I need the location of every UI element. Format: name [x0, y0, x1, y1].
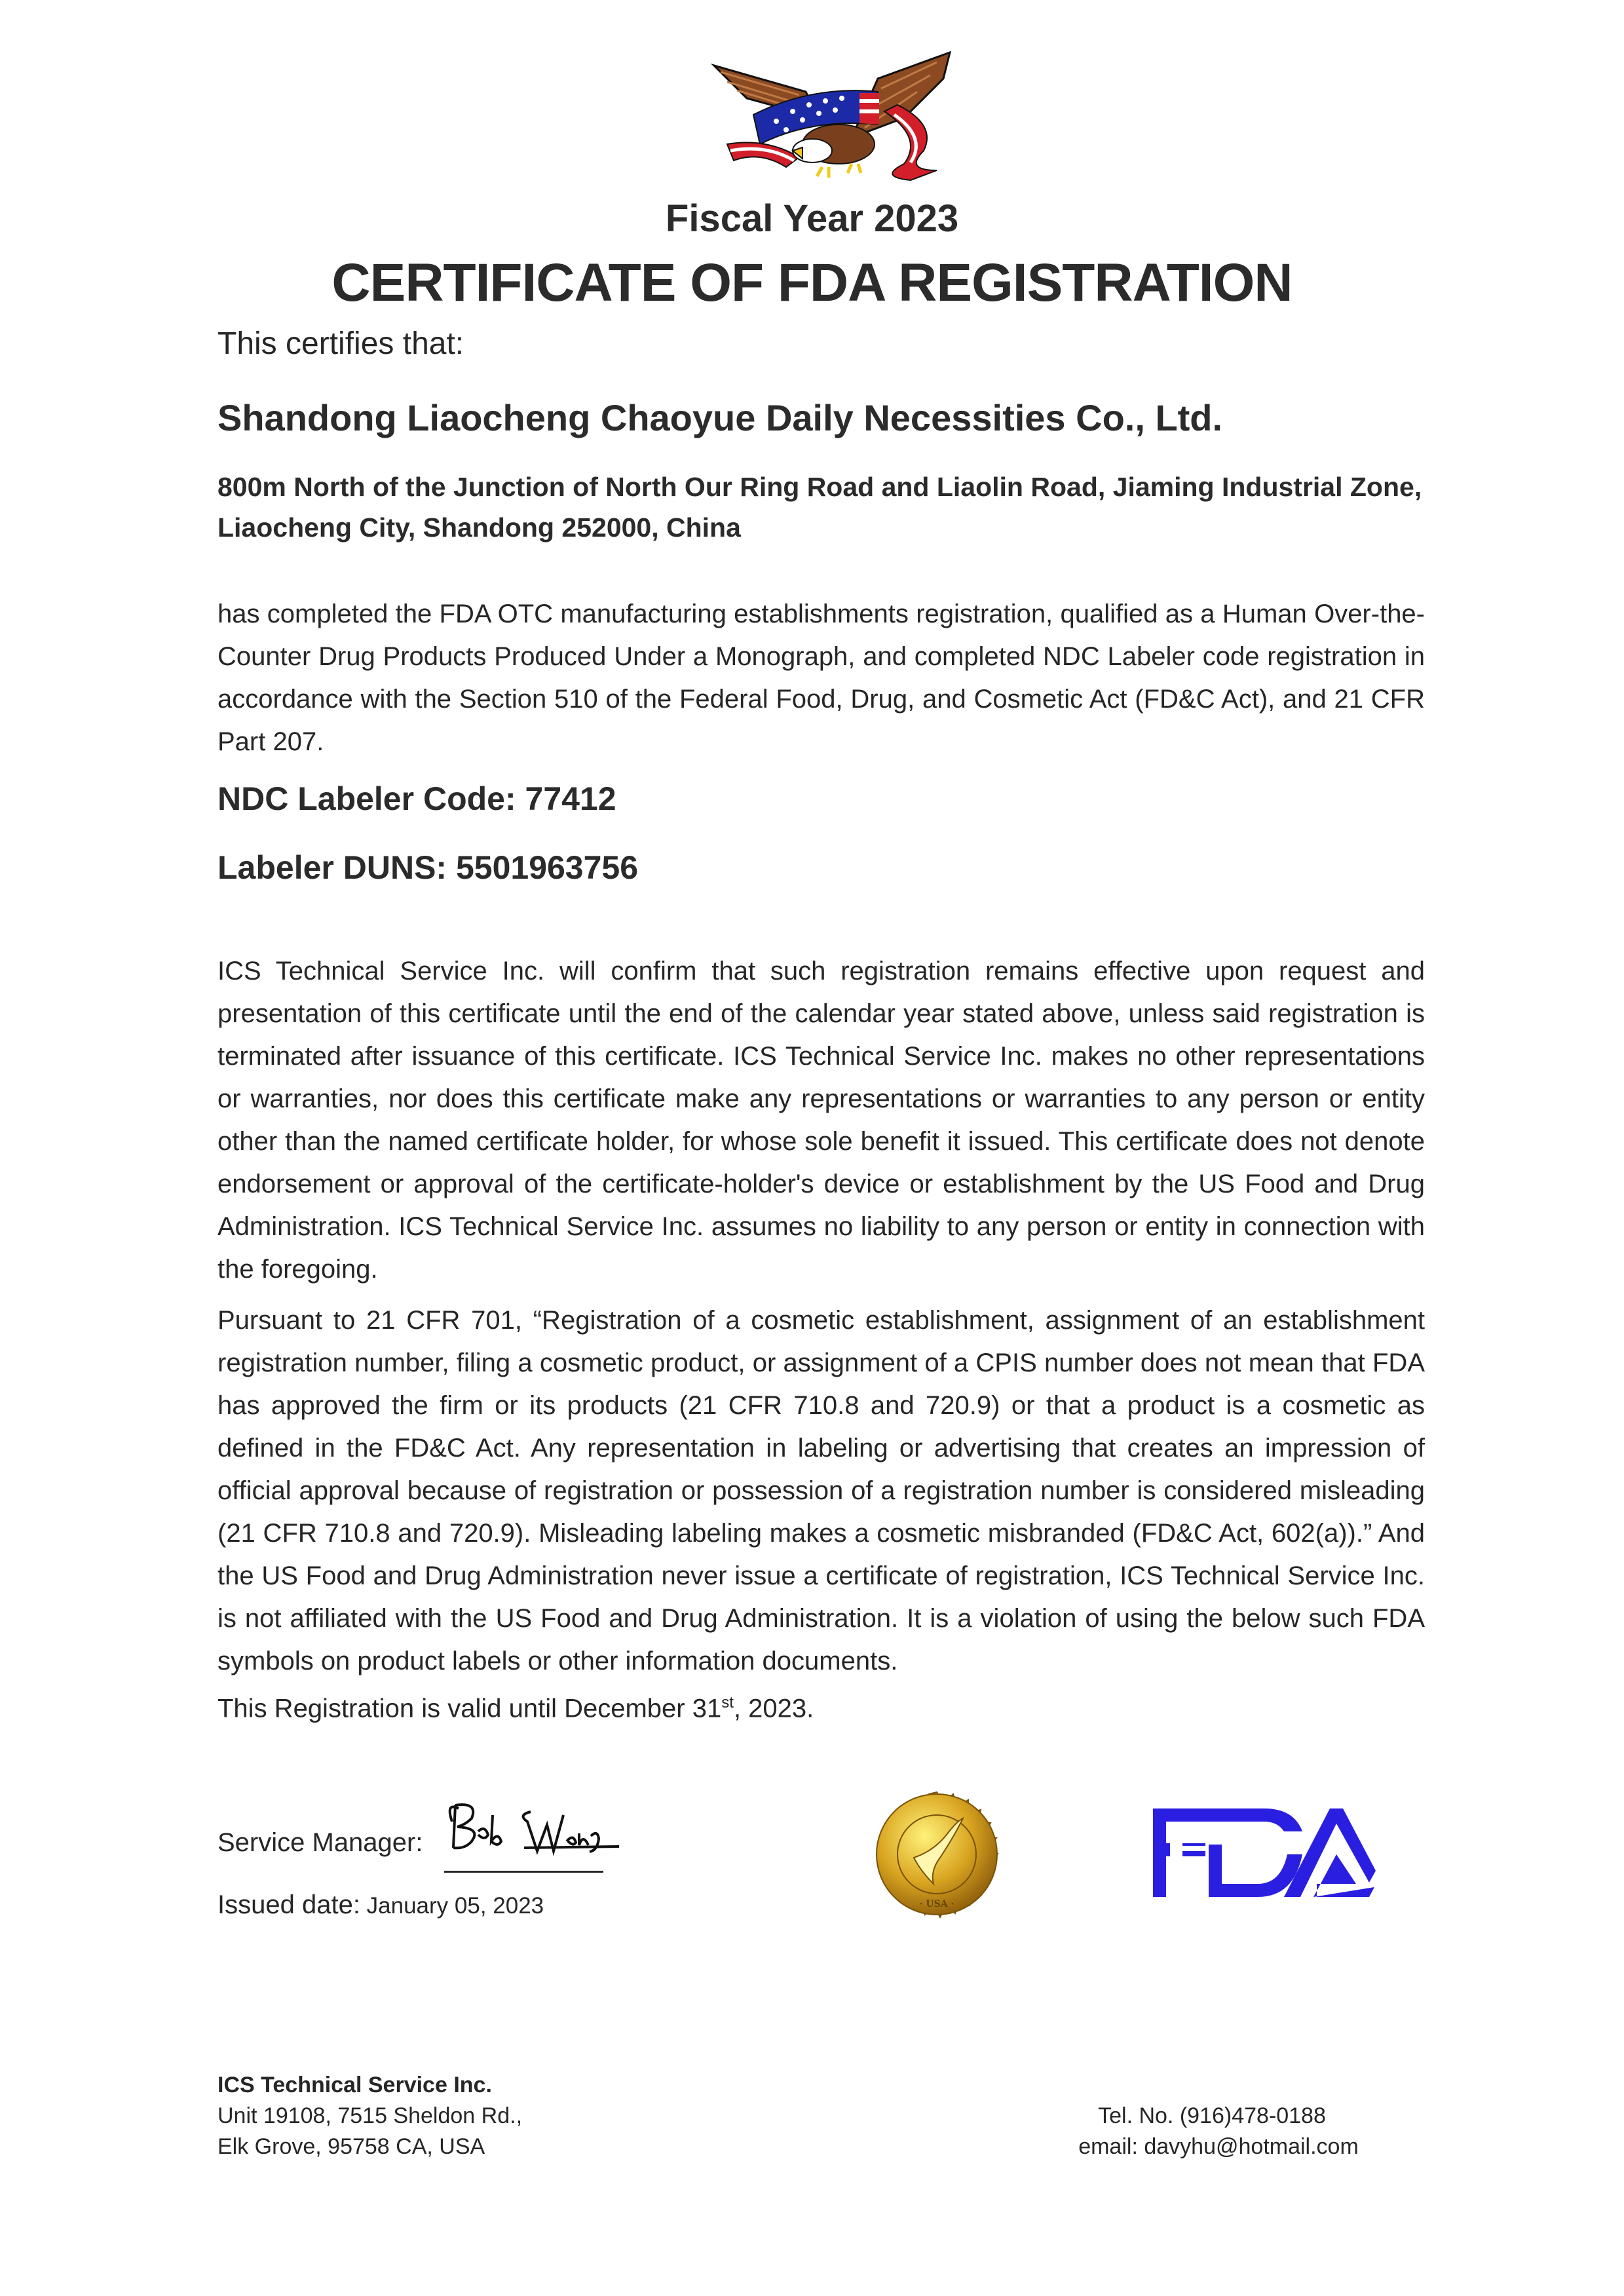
issued-date-label: Issued date:: [217, 1890, 360, 1919]
svg-text:· USA ·: · USA ·: [919, 1899, 954, 1909]
pursuant-paragraph: Pursuant to 21 CFR 701, “Registration of a cosmetic establishment, assignment of an establishment registration number, filing a cosmetic product, or assignment of a CPIS number does not mean that FDA has approved the firm or its products (21 CFR 710.8 and 720.9) or that a product is a cosmetic as defined in the FD&C Act. Any representation in labeling or advertising that creates an impression of official approval because of registration or possession of a registration number is considered misleading (21 CFR 710.8 and 720.9). Misleading labeling makes a cosmetic misbranded (FD&C Act, 602(a)).” And the US Food and Drug Administration never issue a certificate of registration, ICS Technical Service Inc. is not affiliated with the US Food and Drug Administration. It is a violation of using the below such FDA symbols on product labels or other information documents.: [217, 1306, 1425, 1675]
confirmation-paragraph: ICS Technical Service Inc. will confirm that such registration remains effective upon request and presentation of this certificate until the end of the calendar year stated above, unless said registration is terminated after issuance of this certificate. ICS Technical Service Inc. makes no other representations or warranties, nor does this certificate make any representations or warranties to any person or entity other than the named certificate holder, for whose sole benefit it issued. This certificate does not denote endorsement or approval of the certificate-holder's device or establishment by the US Food and Drug Administration. ICS Technical Service Inc. assumes no liability to any person or entity in connection with the foregoing.: [217, 957, 1425, 1284]
issued-date-value: January 05, 2023: [360, 1893, 544, 1919]
signature-line: [444, 1871, 603, 1873]
fiscal-year-heading: Fiscal Year 2023: [665, 197, 959, 240]
validity-suffix: , 2023.: [733, 1694, 814, 1723]
certifies-label: This certifies that:: [217, 326, 464, 361]
registration-statement: has completed the FDA OTC manufacturing establishments registration, qualified as a Human Over-the-Counter Drug Products Produced Under a Monograph, and completed NDC Labeler code registration in accordance with the Section 510 of the Federal Food, Drug, and Cosmetic Act (FD&C Act), and 21 CFR Part 207.: [217, 600, 1425, 756]
validity-statement: [217, 1694, 814, 1723]
footer-telephone: Tel. No. (916)478-0188: [1098, 2103, 1326, 2128]
certificate-title: CERTIFICATE OF FDA REGISTRATION: [331, 253, 1293, 313]
ndc-labeler-code: NDC Labeler Code: 77412: [217, 780, 616, 817]
fda-logo-icon: [1153, 1805, 1376, 1900]
footer-address-line1: Unit 19108, 7515 Sheldon Rd.,: [217, 2103, 523, 2128]
service-manager-label: Service Manager:: [217, 1828, 423, 1857]
footer-email-link[interactable]: email: davyhu@hotmail.com: [1078, 2134, 1359, 2159]
eagle-flag-logo-icon: [708, 46, 956, 183]
labeler-duns: Labeler DUNS: 5501963756: [217, 849, 639, 886]
footer-address-line2: Elk Grove, 95758 CA, USA: [217, 2134, 485, 2159]
validity-prefix: This Registration is valid until December 31: [217, 1694, 722, 1723]
company-address: 800m North of the Junction of North Our Ring Road and Liaolin Road, Jiaming Industrial Zone, Liaocheng City, Shandong 252000, China: [217, 472, 1422, 543]
company-name: Shandong Liaocheng Chaoyue Daily Necessities Co., Ltd.: [217, 397, 1223, 438]
issued-date-row: [217, 1890, 544, 1920]
hhs-seal-icon: [855, 1772, 1019, 1936]
signature-bob-wang: [439, 1795, 622, 1861]
footer-company-name: ICS Technical Service Inc.: [217, 2073, 492, 2097]
validity-superscript: st: [721, 1694, 734, 1712]
